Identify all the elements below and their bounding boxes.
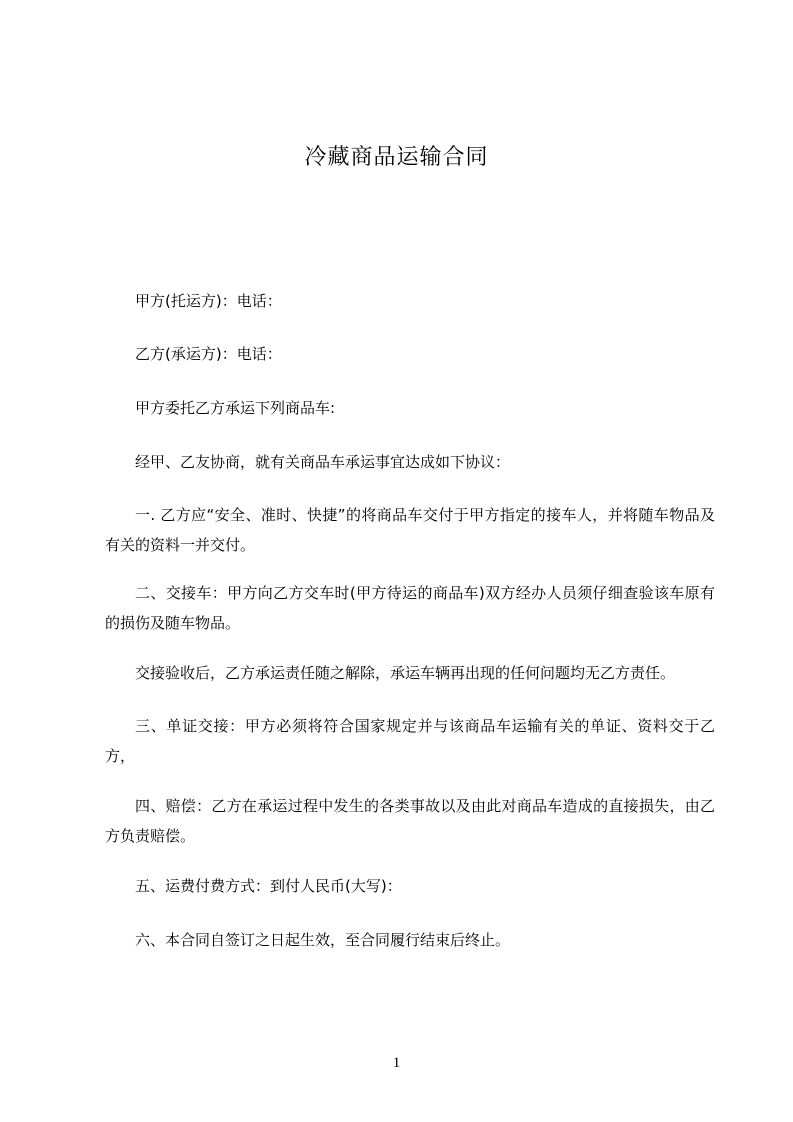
clause-1: 一. 乙方应“安全、准时、快捷”的将商品车交付于甲方指定的接车人，并将随车物品及有关的资料一并交付。 bbox=[105, 506, 715, 554]
clause-6: 六、本合同自签订之日起生效，至合同履行结束后终止。 bbox=[135, 931, 511, 949]
clause-5: 五、运费付费方式：到付人民币(大写)： bbox=[135, 877, 402, 895]
commission-line: 甲方委托乙方承运下列商品车: bbox=[135, 399, 336, 417]
page-number: 1 bbox=[392, 1055, 401, 1071]
party-a-line: 甲方(托运方)：电话： bbox=[135, 292, 282, 310]
clause-4: 四、赔偿：乙方在承运过程中发生的各类事故以及由此对商品车造成的直接损失，由乙方负责赔偿。 bbox=[105, 797, 715, 845]
party-b-line: 乙方(承运方)：电话： bbox=[135, 345, 282, 363]
clause-2: 二、交接车：甲方向乙方交车时(甲方待运的商品车)双方经办人员须仔细查验该车原有的损伤及随车物品。 bbox=[105, 584, 715, 632]
agreement-intro: 经甲、乙友协商，就有关商品车承运事宜达成如下协议： bbox=[135, 453, 511, 471]
document-title: 冷藏商品运输合同 bbox=[304, 145, 489, 170]
clause-3: 三、单证交接：甲方必须将符合国家规定并与该商品车运输有关的单证、资料交于乙方， bbox=[105, 717, 715, 765]
clause-2-continued: 交接验收后，乙方承运责任随之解除，承运车辆再出现的任何问题均无乙方责任。 bbox=[135, 664, 676, 682]
